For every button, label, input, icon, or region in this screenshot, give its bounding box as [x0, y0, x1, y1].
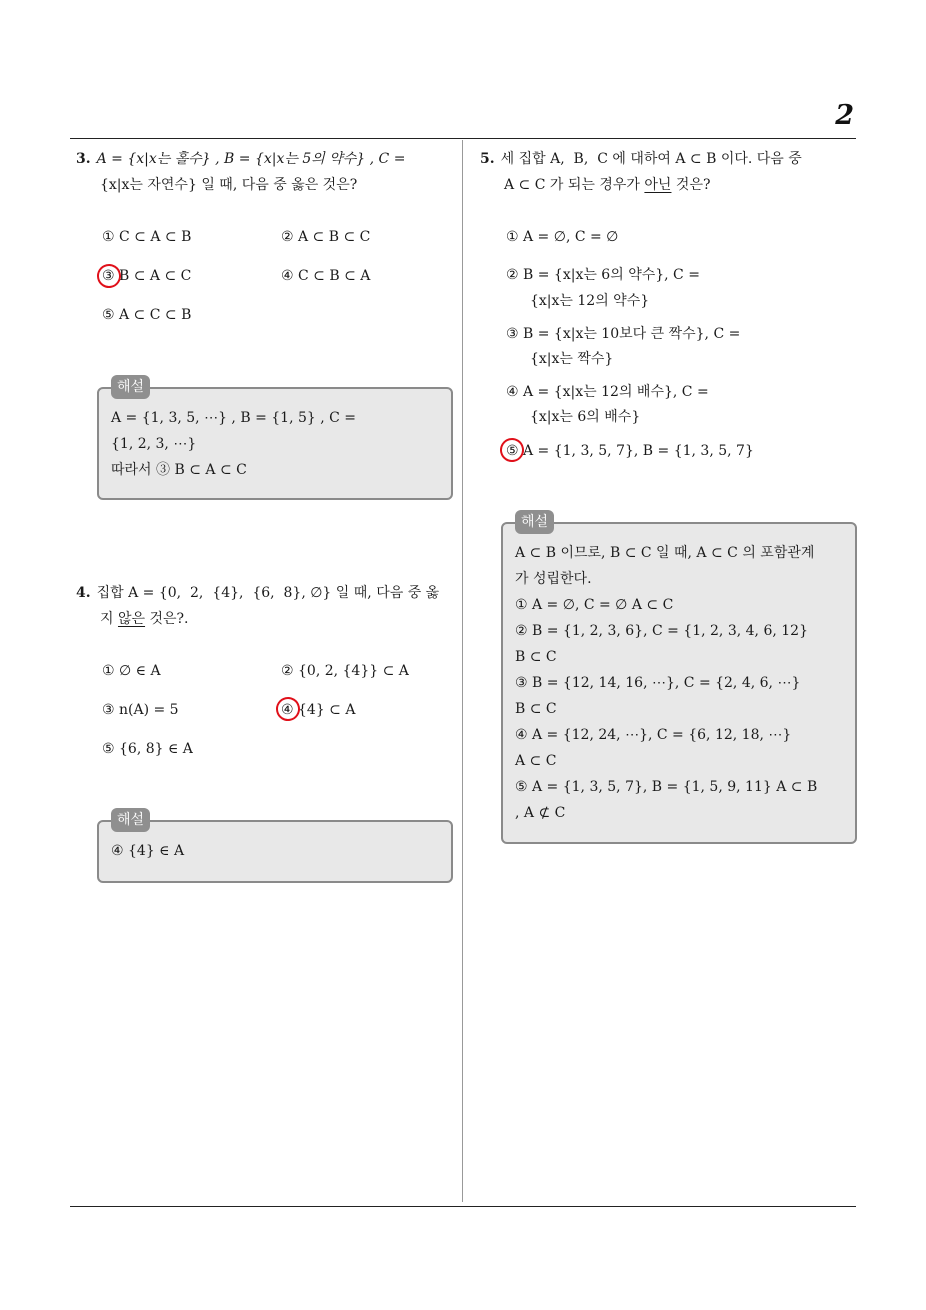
- solution-tag: 해설: [111, 808, 150, 832]
- option-1[interactable]: ① A = ∅, C = ∅: [506, 229, 619, 245]
- option-3[interactable]: ③ B = {x|x는 10보다 큰 짝수}, C =: [506, 326, 741, 342]
- solution-line: {1, 2, 3, ⋯}: [111, 436, 197, 452]
- option-2[interactable]: ② B = {x|x는 6의 약수}, C =: [506, 267, 700, 283]
- solution-line: B ⊂ C: [515, 701, 557, 717]
- option-3[interactable]: ③ B ⊂ A ⊂ C: [102, 268, 192, 284]
- option-5[interactable]: ⑤ A = {1, 3, 5, 7}, B = {1, 3, 5, 7}: [506, 443, 754, 459]
- solution-box-5: [501, 514, 857, 844]
- solution-line: ① A = ∅, C = ∅ A ⊂ C: [515, 597, 674, 613]
- question-text: 지: [100, 611, 118, 627]
- question-text: 것은?.: [145, 611, 189, 627]
- option-2-continued: {x|x는 12의 약수}: [530, 293, 650, 309]
- question-text: 집합 A = {0, 2, {4}, {6, 8}, ∅} 일 때, 다음 중 옳: [96, 585, 440, 601]
- header-rule: [70, 138, 856, 139]
- question-text: A = {x|x는 홀수} , B = {x|x는 5의 약수} , C =: [96, 151, 406, 167]
- option-4-continued: {x|x는 6의 배수}: [530, 409, 641, 425]
- question-text: 세 집합 A, B, C 에 대하여 A ⊂ B 이다. 다음 중: [500, 151, 802, 167]
- solution-line: 가 성립한다.: [515, 571, 592, 587]
- solution-tag: 해설: [515, 510, 554, 534]
- question-number: 5.: [480, 151, 495, 167]
- page-number: 2: [835, 100, 854, 131]
- solution-line: , A ⊄ C: [515, 805, 566, 821]
- solution-line: 따라서 ③ B ⊂ A ⊂ C: [111, 462, 247, 478]
- option-2[interactable]: ② A ⊂ B ⊂ C: [281, 229, 371, 245]
- solution-line: ④ {4} ∈ A: [111, 843, 185, 859]
- solution-tag: 해설: [111, 375, 150, 399]
- question-text: 것은?: [671, 177, 711, 193]
- question-number: 4.: [76, 585, 91, 601]
- column-divider: [462, 140, 463, 1202]
- solution-line: ③ B = {12, 14, 16, ⋯}, C = {2, 4, 6, ⋯}: [515, 675, 801, 691]
- option-4[interactable]: ④ {4} ⊂ A: [281, 702, 356, 718]
- option-5[interactable]: ⑤ A ⊂ C ⊂ B: [102, 307, 192, 323]
- question-number: 3.: [76, 151, 91, 167]
- option-3[interactable]: ③ n(A) = 5: [102, 702, 179, 718]
- solution-line: A ⊂ C: [515, 753, 557, 769]
- footer-rule: [70, 1206, 856, 1207]
- solution-box-3: [97, 379, 453, 500]
- solution-line: ④ A = {12, 24, ⋯}, C = {6, 12, 18, ⋯}: [515, 727, 792, 743]
- question-text: A ⊂ C 가 되는 경우가: [504, 177, 645, 193]
- option-1[interactable]: ① ∅ ∈ A: [102, 663, 161, 679]
- solution-box-4: [97, 812, 453, 883]
- option-3-continued: {x|x는 짝수}: [530, 351, 614, 367]
- option-4[interactable]: ④ C ⊂ B ⊂ A: [281, 268, 371, 284]
- question-5: [480, 146, 860, 198]
- solution-line: B ⊂ C: [515, 649, 557, 665]
- solution-line: A = {1, 3, 5, ⋯} , B = {1, 5} , C =: [111, 410, 357, 426]
- option-4[interactable]: ④ A = {x|x는 12의 배수}, C =: [506, 384, 709, 400]
- option-1[interactable]: ① C ⊂ A ⊂ B: [102, 229, 192, 245]
- option-2[interactable]: ② {0, 2, {4}} ⊂ A: [281, 663, 409, 679]
- solution-line: ② B = {1, 2, 3, 6}, C = {1, 2, 3, 4, 6, 12}: [515, 623, 808, 639]
- emphasis-underline: 아닌: [644, 177, 672, 193]
- solution-line: A ⊂ B 이므로, B ⊂ C 일 때, A ⊂ C 의 포함관계: [515, 545, 815, 561]
- emphasis-underline: 않은: [117, 611, 146, 627]
- question-4: [76, 580, 456, 632]
- option-5[interactable]: ⑤ {6, 8} ∈ A: [102, 741, 193, 757]
- question-3: [76, 146, 456, 198]
- question-text: {x|x는 자연수} 일 때, 다음 중 옳은 것은?: [100, 177, 358, 193]
- solution-line: ⑤ A = {1, 3, 5, 7}, B = {1, 5, 9, 11} A ⊂ B: [515, 779, 818, 795]
